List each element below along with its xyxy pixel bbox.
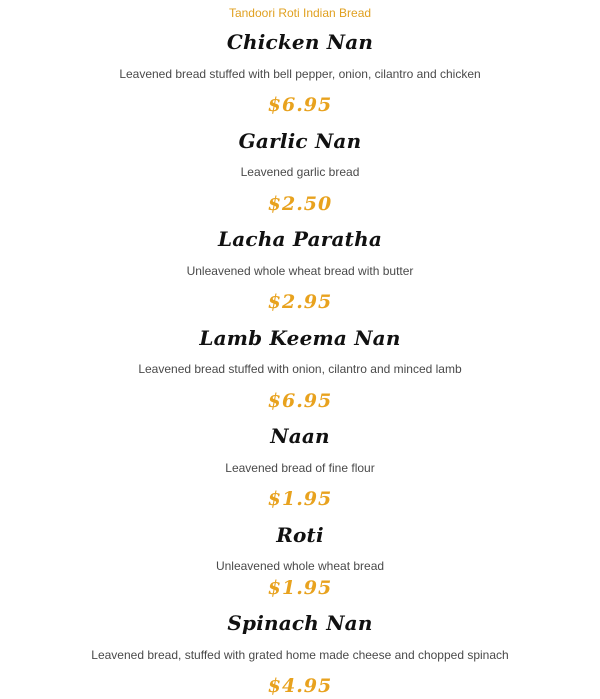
- item-name: Roti: [276, 523, 324, 547]
- item-name: Garlic Nan: [238, 129, 362, 153]
- item-price: $2.50: [267, 193, 333, 215]
- item-price: $2.95: [267, 291, 333, 313]
- item-description: Unleavened whole wheat bread: [215, 559, 385, 573]
- item-description: Leavened garlic bread: [240, 165, 360, 179]
- item-price: $6.95: [267, 94, 333, 116]
- item-price: $4.95: [267, 675, 333, 697]
- item-name: Chicken Nan: [226, 30, 374, 54]
- item-name: Naan: [270, 424, 330, 448]
- item-price: $1.95: [267, 577, 333, 599]
- item-name: Lacha Paratha: [218, 227, 382, 251]
- item-description: Leavened bread, stuffed with grated home made cheese and chopped spinach: [91, 648, 509, 662]
- item-price: $6.95: [267, 390, 333, 412]
- item-name: Spinach Nan: [227, 611, 373, 635]
- item-description: Unleavened whole wheat bread with butter: [186, 264, 414, 278]
- item-description: Leavened bread of fine flour: [225, 461, 375, 475]
- item-description: Leavened bread stuffed with bell pepper, onion, cilantro and chicken: [119, 67, 481, 81]
- item-price: $1.95: [267, 488, 333, 510]
- category-title: Tandoori Roti Indian Bread: [228, 6, 372, 20]
- item-description: Leavened bread stuffed with onion, cilantro and minced lamb: [138, 362, 462, 376]
- item-name: Lamb Keema Nan: [199, 326, 401, 350]
